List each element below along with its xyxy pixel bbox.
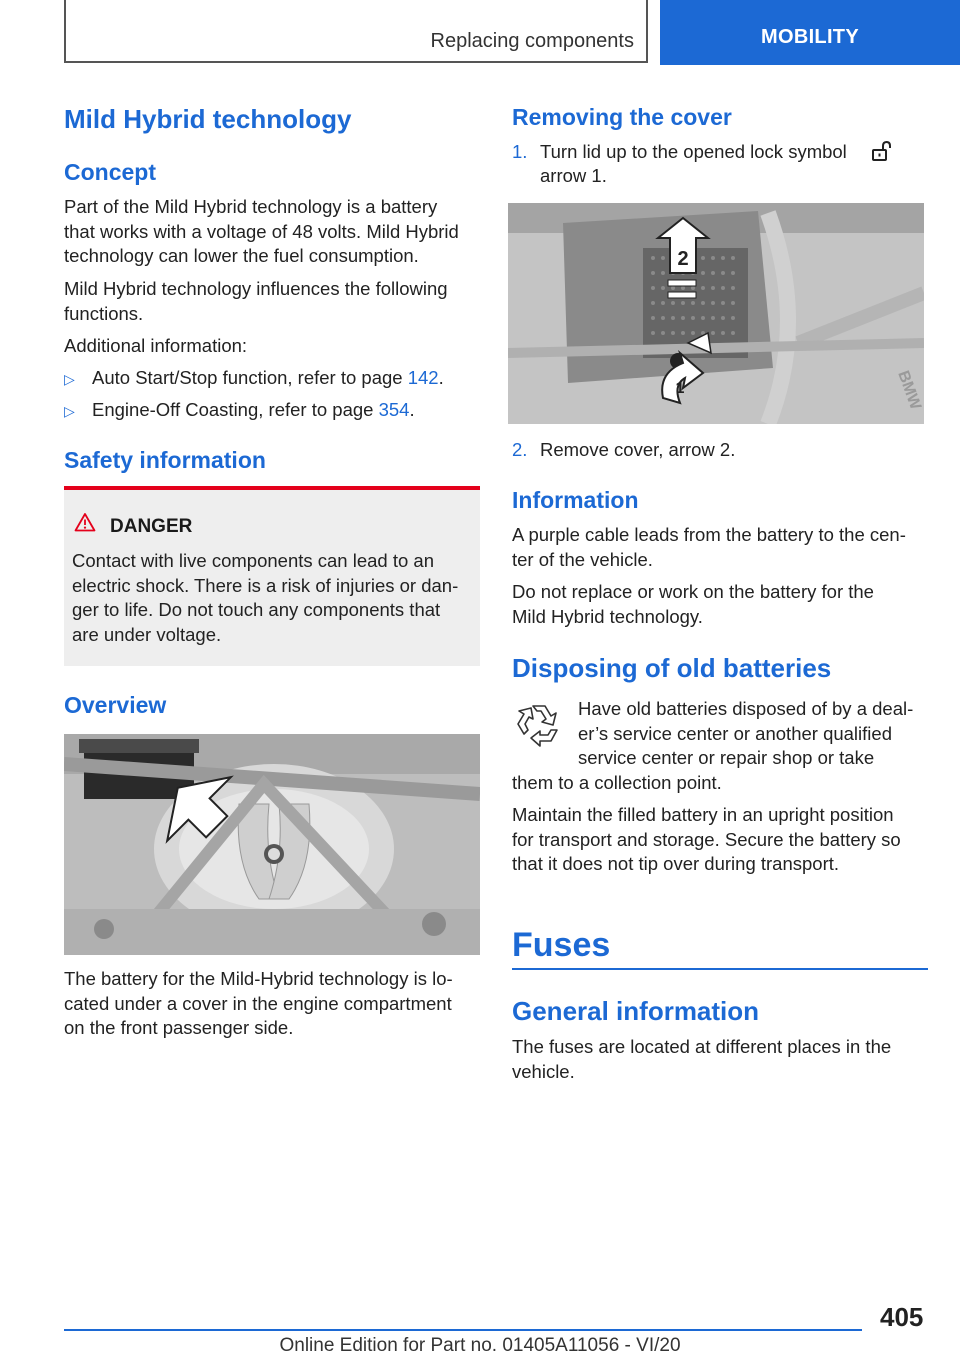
danger-text: Contact with live components can lead to an electric shock. There is a risk of injuries or dan- ger to life. Do not touch any components that are under voltage. <box>72 550 459 645</box>
danger-box <box>64 486 480 666</box>
concept-paragraph-1: Part of the Mild Hybrid technology is a battery that works with a voltage of 48 volts. Mild Hybrid technology can lower the fuel consumption. <box>64 196 459 266</box>
bmw-engraving: BMW <box>894 368 924 412</box>
overview-heading: Overview <box>64 692 167 718</box>
step-text-continued: arrow 1. <box>540 165 607 186</box>
step-number: 2. <box>512 439 528 460</box>
general-info-text: The fuses are located at different places in the vehicle. <box>512 1036 892 1082</box>
engine-compartment-image <box>64 734 480 955</box>
step-number: 1. <box>512 141 528 162</box>
open-lock-icon <box>870 140 892 162</box>
footer-edition: Online Edition for Part no. 01405A11056 - VI/20 <box>279 1335 681 1356</box>
arrow-1-label: 1 <box>675 380 685 397</box>
disposing-paragraph-1b: them to a collection point. <box>512 772 722 793</box>
list-item: ▷ Engine-Off Coasting, refer to page 354. <box>64 398 415 424</box>
fuses-divider <box>512 968 928 970</box>
page-number: 405 <box>880 1302 924 1332</box>
disposing-paragraph-2: Maintain the filled battery in an upright position for transport and storage. Secure the battery so that it does not tip over during transport. <box>512 804 901 874</box>
battery-cover-image <box>508 203 924 424</box>
information-paragraph-2: Do not replace or work on the battery for the Mild Hybrid technology. <box>512 581 874 627</box>
page-title: Mild Hybrid technology <box>64 104 352 134</box>
page-link[interactable]: 354 <box>378 399 410 420</box>
triangle-bullet-icon: ▷ <box>64 371 75 387</box>
step-item: 1. Turn lid up to the opened lock symbol <box>512 140 847 165</box>
header-section-title: Replacing components <box>430 30 634 52</box>
disposing-heading: Disposing of old batteries <box>512 653 832 683</box>
information-paragraph-1: A purple cable leads from the battery to the cen- ter of the vehicle. <box>512 524 906 570</box>
overview-text: The battery for the Mild-Hybrid technology is lo- cated under a cover in the engine compartment on the front passenger side. <box>64 968 453 1038</box>
concept-paragraph-2: Mild Hybrid technology influences the following functions. <box>64 278 448 324</box>
page-link[interactable]: 142 <box>407 367 439 388</box>
header-chapter-tab[interactable]: MOBILITY <box>660 0 960 65</box>
fuses-heading: Fuses <box>512 926 611 964</box>
disposing-paragraph-1a: Have old batteries disposed of by a deal- er’s service center or another qualified service center or repair shop or take <box>578 698 914 768</box>
arrow-2-label: 2 <box>677 248 689 270</box>
safety-heading: Safety information <box>64 447 266 473</box>
warning-triangle-icon <box>74 512 96 532</box>
additional-info-label: Additional information: <box>64 335 248 356</box>
concept-heading: Concept <box>64 159 156 185</box>
recycling-icon <box>515 700 565 752</box>
footer-divider <box>64 1329 862 1331</box>
list-item: ▷ Auto Start/Stop function, refer to page 142. <box>64 366 444 392</box>
step-item: 2. Remove cover, arrow 2. <box>512 438 735 463</box>
information-heading: Information <box>512 487 639 513</box>
general-info-heading: General information <box>512 996 760 1026</box>
danger-label: DANGER <box>110 516 193 537</box>
triangle-bullet-icon: ▷ <box>64 403 75 419</box>
removing-cover-heading: Removing the cover <box>512 104 732 130</box>
